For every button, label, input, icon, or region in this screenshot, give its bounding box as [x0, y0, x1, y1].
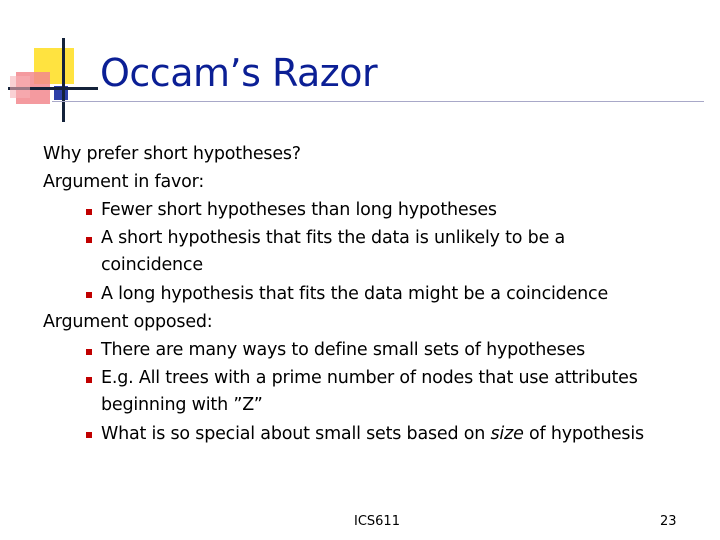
- opposed-item: There are many ways to define small sets of hypotheses: [101, 340, 586, 360]
- bullet-square-icon: [86, 292, 92, 298]
- favor-item: Fewer short hypotheses than long hypotheses: [101, 200, 497, 220]
- opposed-item: E.g. All trees with a prime number of nodes that use attributes: [101, 368, 638, 388]
- opposed-item-text: of hypothesis: [523, 424, 644, 444]
- title-underline: [52, 101, 704, 102]
- argument-opposed-heading: Argument opposed:: [43, 312, 213, 332]
- slide-body: [0, 140, 720, 460]
- favor-item-line: A short hypothesis that fits the data is unlikely to be a: [101, 228, 566, 248]
- page-number: 23: [660, 514, 677, 529]
- footer-course: ICS611: [354, 514, 400, 529]
- bullet-square-icon: [86, 209, 92, 215]
- bullet-square-icon: [86, 349, 92, 355]
- logo-pink-glow: [10, 76, 30, 98]
- favor-item-continuation: coincidence: [101, 255, 203, 275]
- question-line: Why prefer short hypotheses?: [43, 144, 301, 164]
- favor-item: [101, 224, 691, 252]
- opposed-item-continuation: beginning with ”Z”: [101, 395, 263, 415]
- slide-logo-graphic: [8, 38, 98, 122]
- favor-item: A long hypothesis that fits the data might be a coincidence: [101, 284, 609, 304]
- logo-vertical-bar: [62, 38, 65, 122]
- opposed-item-text: What is so special about small sets based on: [101, 424, 491, 444]
- bullet-square-icon: [86, 377, 92, 383]
- argument-favor-heading: Argument in favor:: [43, 172, 205, 192]
- emphasis-word: size: [490, 424, 524, 444]
- bullet-square-icon: [86, 432, 92, 438]
- opposed-item: [101, 420, 691, 448]
- bullet-square-icon: [86, 237, 92, 243]
- slide-title: Occam’s Razor: [100, 51, 378, 95]
